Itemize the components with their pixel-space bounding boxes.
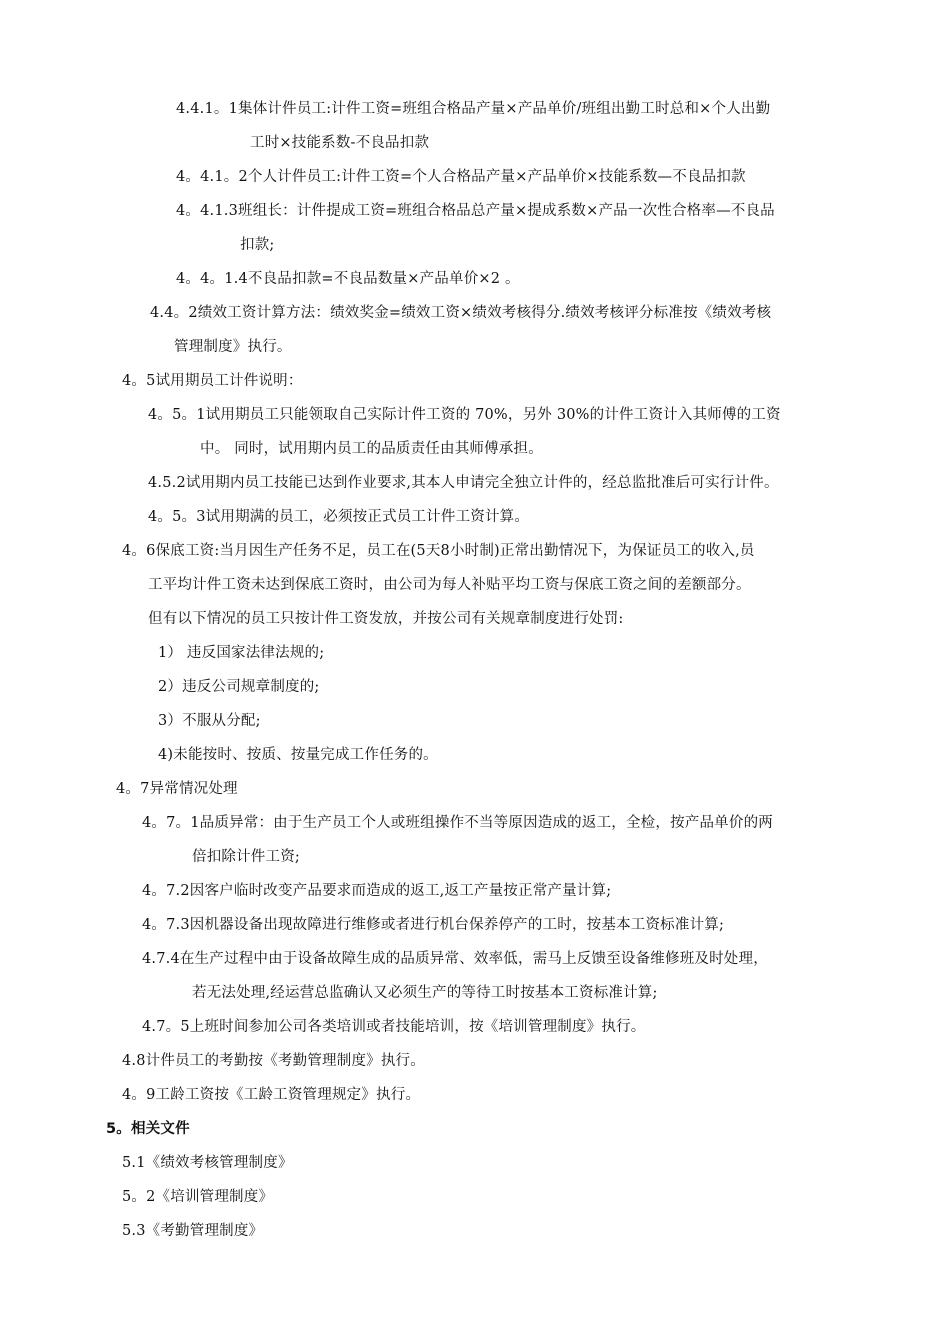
related-doc-1: 5.1《绩效考核管理制度》 [122, 1155, 293, 1171]
clause-4-4-2-line2: 管理制度》执行。 [174, 339, 292, 355]
clause-4-7-1-line2: 倍扣除计件工资; [192, 849, 300, 865]
clause-4-6-line2: 工平均计件工资未达到保底工资时，由公司为每人补贴平均工资与保底工资之间的差额部分。 [148, 577, 751, 593]
clause-4-4-1-4: 4。4。1.4不良品扣款=不良品数量×产品单价×2 。 [176, 271, 520, 287]
clause-4-6-item-2: 2）违反公司规章制度的; [158, 679, 320, 695]
clause-4-4-1-3-line2: 扣款; [240, 237, 275, 253]
clause-4-6-item-4: 4)未能按时、按质、按量完成工作任务的。 [158, 747, 438, 763]
clause-4-4-1-1-line2: 工时×技能系数-不良品扣款 [250, 135, 430, 151]
clause-4-7-3: 4。7.3因机器设备出现故障进行维修或者进行机台保养停产的工时，按基本工资标准计算; [142, 917, 725, 933]
clause-4-5-3: 4。5。3试用期满的员工，必须按正式员工计件工资计算。 [148, 509, 530, 525]
clause-4-5-2: 4.5.2试用期内员工技能已达到作业要求,其本人申请完全独立计件的，经总监批准后可实行计件。 [148, 475, 779, 491]
clause-4-5-1-line2: 中。 同时，试用期内员工的品质责任由其师傅承担。 [200, 441, 543, 457]
clause-4-7-5: 4.7。5上班时间参加公司各类培训或者技能培训，按《培训管理制度》执行。 [142, 1019, 646, 1035]
clause-4-9: 4。9工龄工资按《工龄工资管理规定》执行。 [122, 1087, 421, 1103]
clause-4-4-1-3-line1: 4。4.1.3班组长：计件提成工资=班组合格品总产量×提成系数×产品一次性合格率—不良品 [176, 203, 775, 219]
related-doc-3: 5.3《考勤管理制度》 [122, 1223, 264, 1239]
clause-4-8: 4.8计件员工的考勤按《考勤管理制度》执行。 [122, 1053, 425, 1069]
clause-4-4-1-2: 4。4.1。2个人计件员工:计件工资=个人合格品产量×产品单价×技能系数—不良品扣款 [176, 169, 746, 185]
clause-4-5-1-line1: 4。5。1试用期员工只能领取自己实际计件工资的 70%，另外 30%的计件工资计入其师傅的工资 [148, 407, 781, 423]
clause-4-7-4-line1: 4.7.4在生产过程中由于设备故障生成的品质异常、效率低，需马上反馈至设备维修班及时处理， [142, 951, 768, 967]
clause-4-6-line3: 但有以下情况的员工只按计件工资发放，并按公司有关规章制度进行处罚: [148, 611, 624, 627]
clause-4-4-1-1-line1: 4.4.1。1集体计件员工:计件工资=班组合格品产量×产品单价/班组出勤工时总和×个人出勤 [176, 101, 771, 117]
clause-4-7-2: 4。7.2因客户临时改变产品要求而造成的返工,返工产量按正常产量计算; [142, 883, 612, 899]
section-5-heading: 5。相关文件 [106, 1121, 190, 1137]
clause-4-7-heading: 4。7异常情况处理 [116, 781, 238, 797]
clause-4-7-1-line1: 4。7。1品质异常：由于生产员工个人或班组操作不当等原因造成的返工，全检，按产品单价的两 [142, 815, 773, 831]
related-doc-2: 5。2《培训管理制度》 [122, 1189, 274, 1205]
clause-4-7-4-line2: 若无法处理,经运营总监确认又必须生产的等待工时按基本工资标准计算; [192, 985, 658, 1001]
clause-4-6-item-1: 1） 违反国家法律法规的; [158, 645, 325, 661]
clause-4-6-line1: 4。6保底工资:当月因生产任务不足，员工在(5天8小时制)正常出勤情况下，为保证员工的收入,员 [122, 543, 755, 559]
clause-4-5-heading: 4。5试用期员工计件说明： [122, 373, 303, 389]
clause-4-6-item-3: 3）不服从分配; [158, 713, 261, 729]
clause-4-4-2-line1: 4.4。2绩效工资计算方法：绩效奖金=绩效工资×绩效考核得分.绩效考核评分标准按《绩效考核 [150, 305, 772, 321]
